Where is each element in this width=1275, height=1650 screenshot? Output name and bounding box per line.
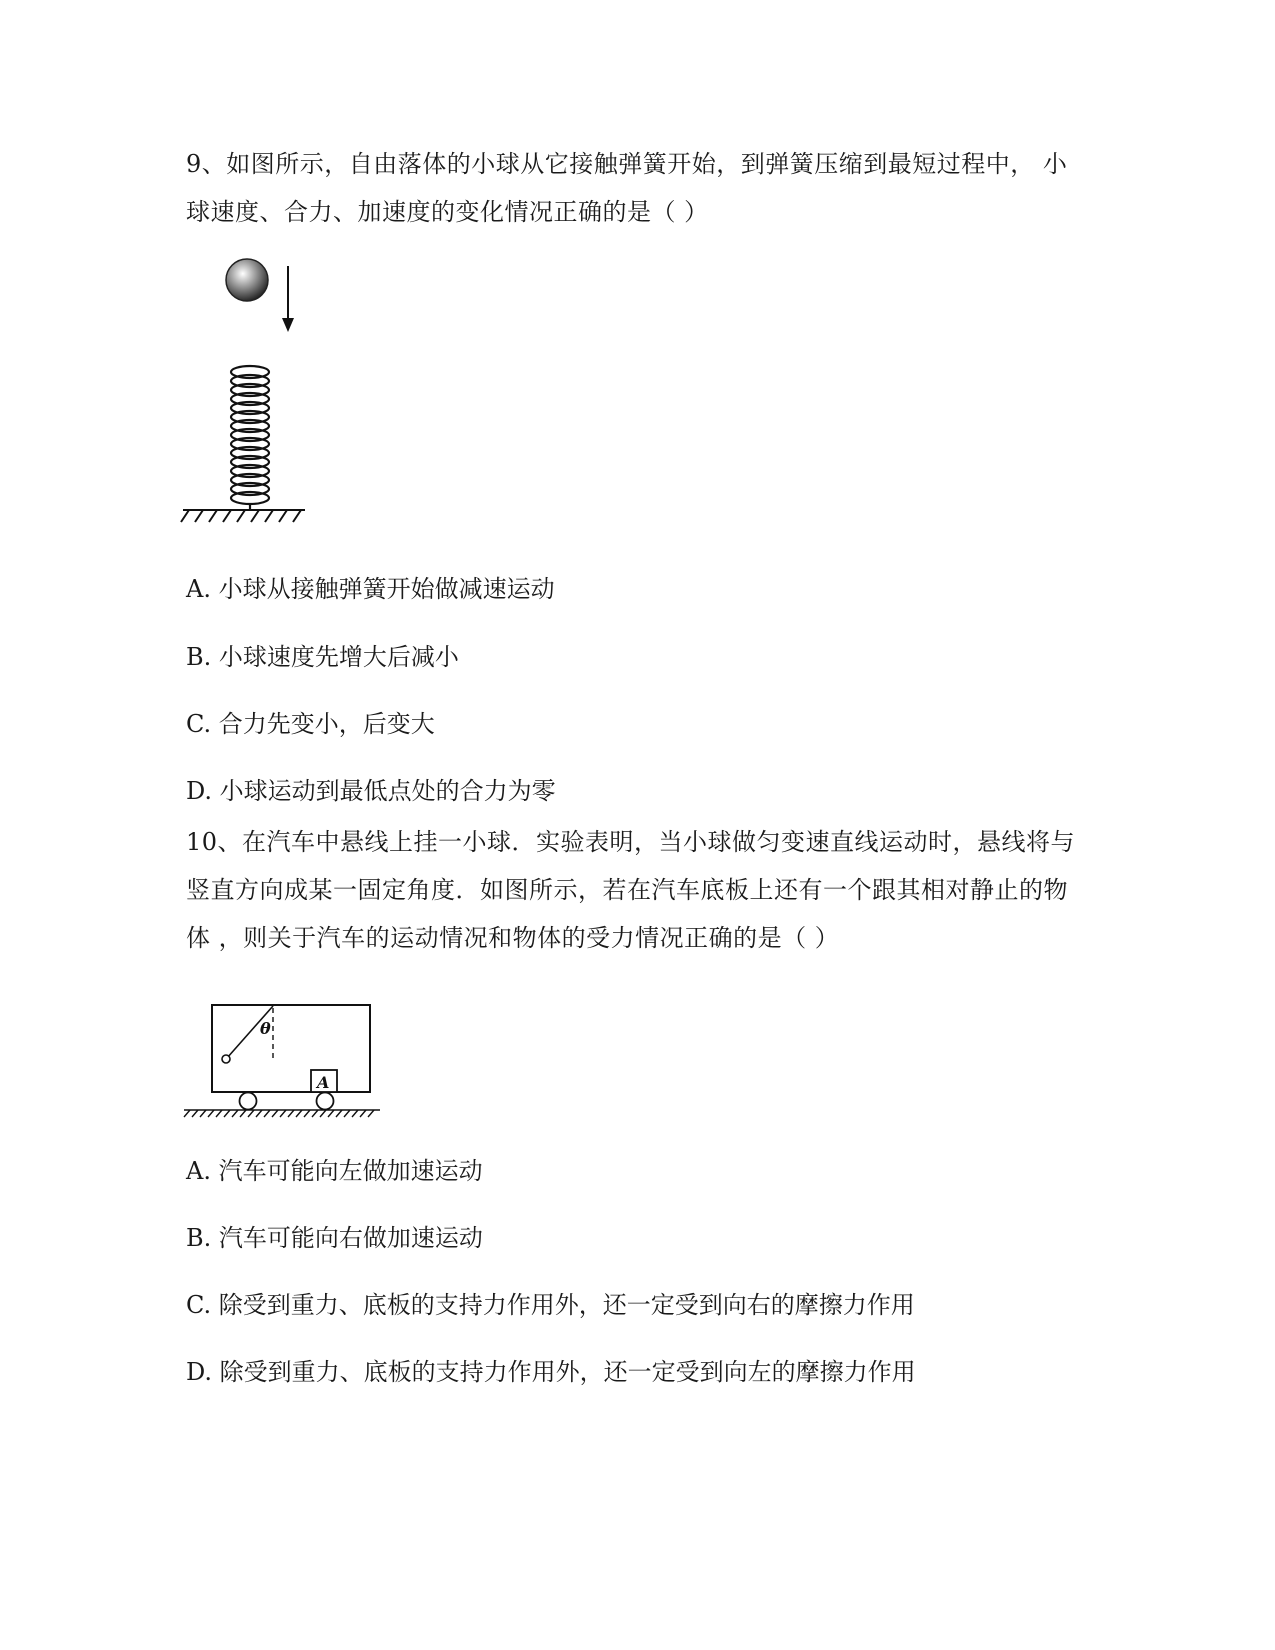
question-10-stem: 10、在汽车中悬线上挂一小球．实验表明，当小球做匀变速直线运动时，悬线将与竖直方向成某一固定角度．如图所示，若在汽车底板上还有一个跟其相对静止的物体 ，则关于汽车的运动情况和物体的受力情况正确的是（ ） xyxy=(186,828,1076,952)
spring-ball-figure xyxy=(175,250,315,530)
pendulum-bob xyxy=(222,1055,230,1063)
road-hatch xyxy=(184,1110,380,1117)
right-wheel xyxy=(317,1093,334,1110)
left-wheel xyxy=(240,1093,257,1110)
car-pendulum-figure xyxy=(180,1000,390,1130)
question-10-option-c: C. 除受到重力、底板的支持力作用外，还一定受到向右的摩擦力作用 xyxy=(186,1291,915,1319)
block-a-label: A xyxy=(317,1073,330,1092)
question-9-stem: 9、如图所示，自由落体的小球从它接触弹簧开始，到弹簧压缩到最短过程中， 小球速度、合力、加速度的变化情况正确的是（ ） xyxy=(186,150,1068,226)
ground-hatch xyxy=(181,510,305,522)
falling-ball xyxy=(226,259,268,301)
down-arrow-icon xyxy=(282,266,294,332)
angle-label: θ xyxy=(260,1019,271,1038)
question-10-option-d: D. 除受到重力、底板的支持力作用外，还一定受到向左的摩擦力作用 xyxy=(186,1358,916,1386)
question-9-option-d: D. 小球运动到最低点处的合力为零 xyxy=(186,777,556,805)
coil-spring xyxy=(231,366,269,510)
question-10-option-a: A. 汽车可能向左做加速运动 xyxy=(186,1157,483,1185)
question-10-option-b: B. 汽车可能向右做加速运动 xyxy=(186,1224,483,1252)
question-9-option-b: B. 小球速度先增大后减小 xyxy=(186,643,459,671)
question-9-option-c: C. 合力先变小，后变大 xyxy=(186,710,435,738)
question-9-option-a: A. 小球从接触弹簧开始做减速运动 xyxy=(186,575,555,603)
